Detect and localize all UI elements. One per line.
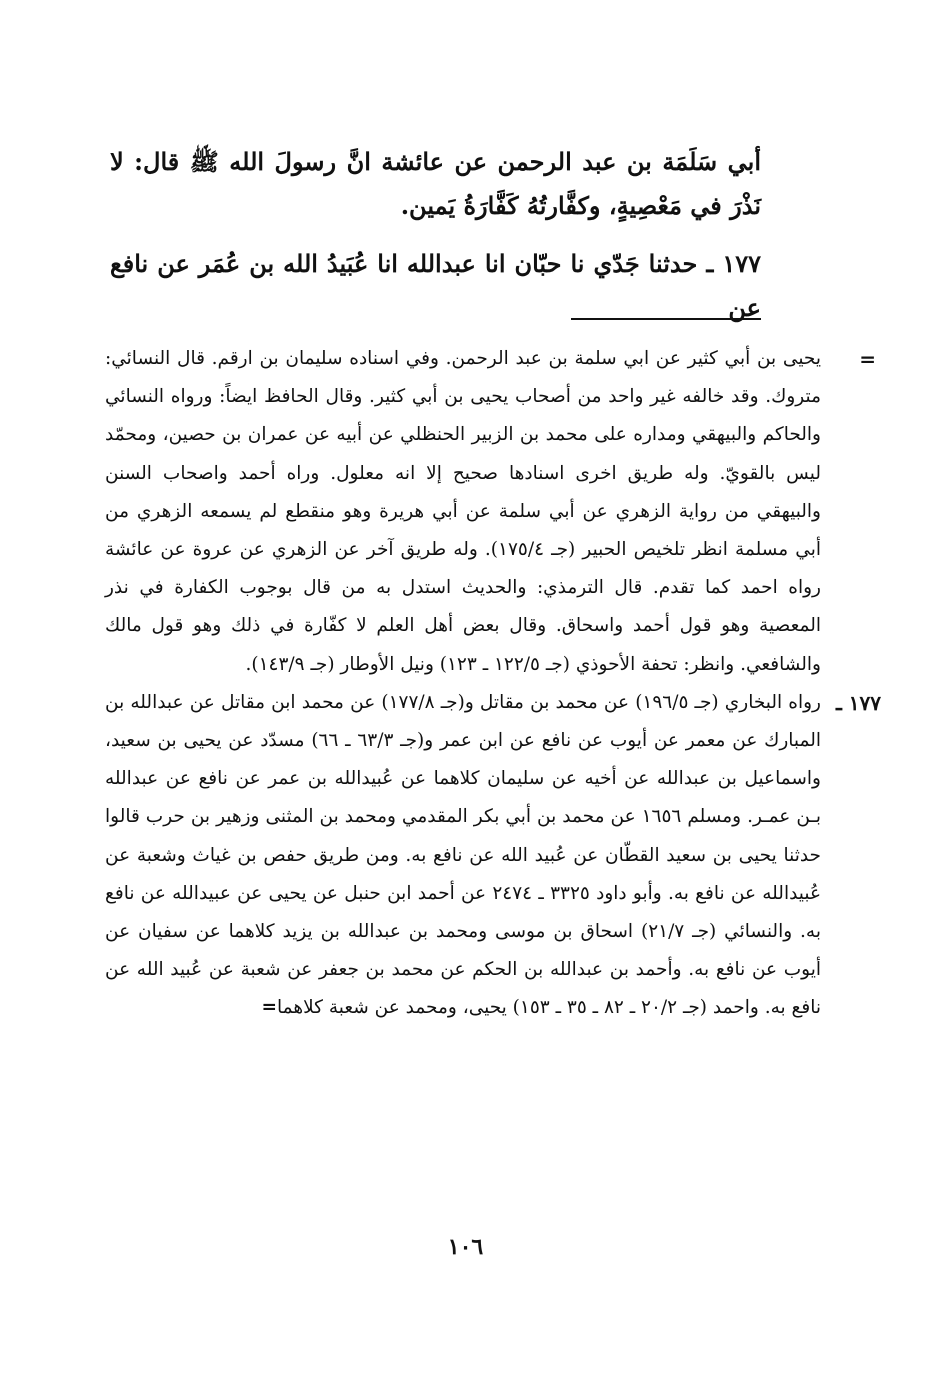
main-text (110, 140, 761, 330)
footnote-177-text: رواه البخاري (جـ ١٩٦/٥) عن محمد بن مقاتل و(جـ ١٧٧/٨) عن محمد ابن مقاتل عن عبدالله بن المبارك عن معمر عن أيوب عن نافع عن ابن عمر و(جـ ٦٣/٣ ـ ٦٦) مسدّد عن يحيى بن سعيد، واسماعيل بن عبدالله عن أخيه عن سليمان كلاهما عن عُبيدالله بن عمر عن نافع عن عبدالله بـن عمـر. ومسلم ١٦٥٦ عن محمد بن أبي بكر المقدمي ومحمد بن المثنى وزهير بن حرب قالوا حدثنا يحيى بن سعيد القطّان عن عُبيد الله عن نافع به. ومن طريق حفص بن غياث وشعبة عن عُبيدالله عن نافع به. وأبو داود ٣٣٢٥ ـ ٢٤٧٤ عن أحمد ابن حنبل عن يحيى عن عبيدالله عن نافع به. والنسائي (جـ ٢١/٧) اسحاق بن موسى ومحمد بن عبدالله بن يزيد كلاهما عن سفيان عن أيوب عن نافع به. وأحمد بن عبدالله بن الحكم عن محمد بن جعفر عن شعبة عن عُبيد الله عن نافع به. واحمد (جـ ٢٠/٢ ـ ٨٢ ـ ٣٥ ـ ١٥٣) يحيى، ومحمد عن شعبة كلاهما (105, 691, 822, 1019)
footnote-177 (105, 684, 881, 1028)
footnotes (105, 340, 881, 1028)
footnote-number: ١٧٧ ـ (835, 690, 881, 715)
continuation-marker: = (859, 347, 876, 371)
footnote-continuation (105, 340, 876, 684)
main-paragraph-2-text: حدثنا جَدّي نا حبّان انا عبدالله انا عُبَيدُ الله بن عُمَر عن نافع عن (110, 249, 761, 322)
page-number: ١٠٦ (447, 1234, 484, 1260)
hadith-number: ١٧٧ ـ (706, 249, 762, 278)
footnote-continuation-text: يحيى بن أبي كثير عن ابي سلمة بن عبد الرحمن. وفي اسناده سليمان بن ارقم. قال النسائي: متروك. وقد خالفه غير واحد من أصحاب يحيى بن أبي كثير. وقال الحافظ ايضاً: ورواه النسائي والحاكم والبيهقي ومداره على محمد بن الزبير الحنظلي عن أبيه عن عمران بن حصين، ومحمّد ليس بالقويّ. وله طريق اخرى اسنادها صحيح إلا انه معلول. وراه أحمد واصحاب السنن والبيهقي من رواية الزهري عن أبي سلمة عن أبي هريرة وهو منقطع لم يسمعه الزهري من أبي مسلمة انظر تلخيص الحبير (جـ ١٧٥/٤). وله طريق آخر عن الزهري عن عروة عن عائشة رواه احمد كما تقدم. قال الترمذي: والحديث استدل به من قال بوجوب الكفارة في نذر المعصية وهو قول أحمد واسحاق. وقال بعض أهل العلم لا كفّارة في ذلك وهو قول مالك والشافعي. وانظر: تحفة الأحوذي (جـ ١٢٢/٥ ـ ١٢٣) ونيل الأوطار (جـ ١٤٣/٩). (105, 348, 821, 675)
footnote-177-body (105, 684, 821, 1028)
footnote-separator (571, 318, 761, 320)
footnote-end-marker: = (261, 997, 278, 1019)
main-paragraph-2 (110, 242, 761, 330)
main-paragraph-1: أبي سَلَمَة بن عبد الرحمن عن عائشة انَّ رسولَ الله ﷺ قال: لا نَذْرَ في مَعْصِيةٍ، وكفَّارتُهُ كَفَّارَةُ يَمين. (110, 147, 761, 220)
